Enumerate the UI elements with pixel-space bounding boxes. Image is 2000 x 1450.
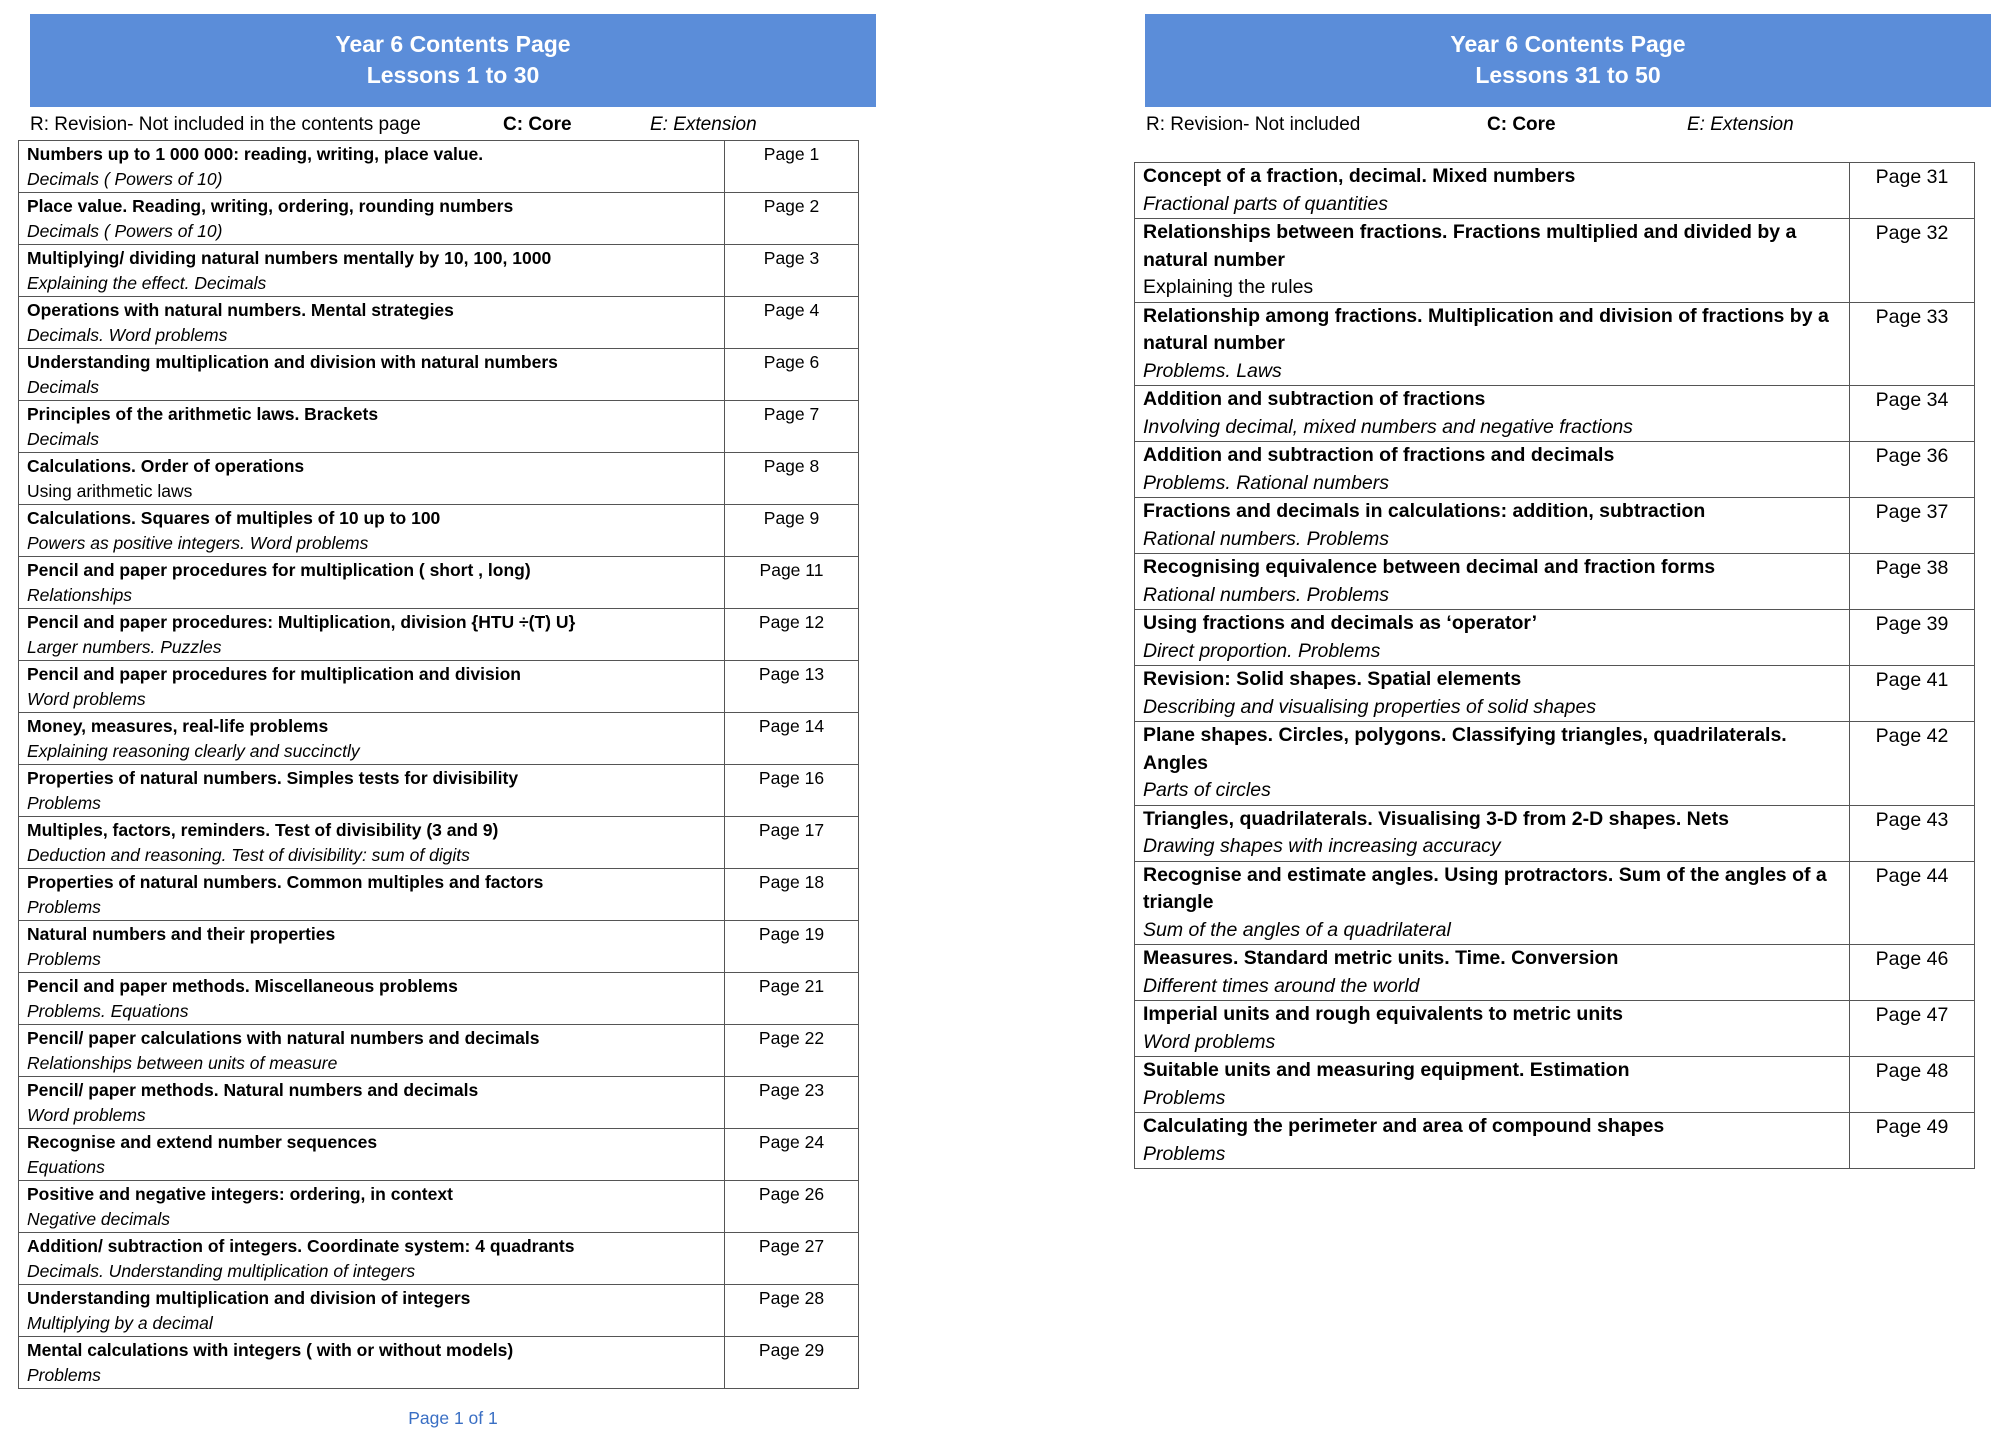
table-row [19,245,859,297]
lesson-title: Properties of natural numbers. Simples tests for divisibility [27,768,519,788]
lesson-title: Recognising equivalence between decimal and fraction forms [1143,556,1716,578]
lesson-topic-cell [1135,386,1850,442]
page-number: Page 27 [725,1233,859,1285]
table-row [19,661,859,713]
lesson-title: Properties of natural numbers. Common multiples and factors [27,872,544,892]
table-row [1135,666,1975,722]
page-number: Page 19 [725,921,859,973]
table-row [19,1181,859,1233]
lesson-topic-cell [1135,1113,1850,1169]
table-row [1135,610,1975,666]
table-row [19,817,859,869]
page-number: Page 32 [1850,219,1975,303]
lesson-subtitle: Involving decimal, mixed numbers and negative fractions [1143,415,1633,438]
lesson-topic-cell [19,765,725,817]
page-number: Page 18 [725,869,859,921]
lesson-title: Principles of the arithmetic laws. Brackets [27,404,379,424]
lesson-subtitle: Word problems [1143,1030,1276,1053]
page-number: Page 12 [725,609,859,661]
lesson-title: Pencil and paper procedures for multiplication ( short , long) [27,560,531,580]
page-banner [1145,14,1991,107]
page-number: Page 41 [1850,666,1975,722]
page-number: Page 43 [1850,805,1975,861]
lesson-topic-cell [19,1181,725,1233]
lesson-subtitle: Decimals. Understanding multiplication of integers [27,1261,416,1281]
legend [30,110,876,140]
table-row [1135,722,1975,806]
page-number: Page 11 [725,557,859,609]
lesson-topic-cell [19,921,725,973]
page-number: Page 49 [1850,1113,1975,1169]
lesson-subtitle: Explaining reasoning clearly and succinctly [27,741,360,761]
table-row [19,557,859,609]
lesson-subtitle: Larger numbers. Puzzles [27,637,222,657]
table-row [19,1337,859,1389]
lesson-title: Natural numbers and their properties [27,924,336,944]
page-number: Page 39 [1850,610,1975,666]
banner-title: Year 6 Contents Page [335,31,571,57]
lesson-title: Recognise and estimate angles. Using protractors. Sum of the angles of a triangle [1143,863,1827,913]
page-number: Page 9 [725,505,859,557]
lesson-subtitle: Problems [27,897,101,917]
lesson-subtitle: Decimals [27,429,99,449]
lesson-topic-cell [19,973,725,1025]
lesson-topic-cell [1135,666,1850,722]
lesson-topic-cell [1135,861,1850,945]
lesson-subtitle: Parts of circles [1143,779,1271,801]
lesson-title: Addition and subtraction of fractions and decimals [1143,444,1615,466]
lesson-subtitle: Relationships [27,585,133,605]
lesson-topic-cell [19,609,725,661]
lesson-title: Pencil and paper procedures: Multiplication, division {HTU ÷(T) U} [27,612,576,632]
table-row [19,869,859,921]
legend-core: C: Core [503,114,572,135]
lesson-title: Pencil/ paper methods. Natural numbers and decimals [27,1080,479,1100]
lesson-title: Relationships between fractions. Fractions multiplied and divided by a natural number [1143,221,1797,271]
banner-subtitle: Lessons 31 to 50 [1475,62,1661,88]
lesson-topic-cell [1135,1001,1850,1057]
legend-revision: R: Revision- Not included [1146,114,1361,135]
page-number: Page 44 [1850,861,1975,945]
page-number: Page 6 [725,349,859,401]
page-number: Page 7 [725,401,859,453]
lesson-subtitle: Problems [27,949,101,969]
lesson-title: Concept of a fraction, decimal. Mixed numbers [1143,165,1576,187]
lesson-topic-cell [1135,805,1850,861]
lesson-topic-cell [1135,163,1850,219]
table-row [19,141,859,193]
lesson-subtitle: Rational numbers. Problems [1143,527,1390,550]
lesson-subtitle: Explaining the rules [1143,276,1314,298]
lesson-topic-cell [1135,302,1850,386]
lesson-topic-cell [19,1285,725,1337]
lesson-subtitle: Decimals [27,377,99,397]
page-number: Page 21 [725,973,859,1025]
lesson-subtitle: Fractional parts of quantities [1143,192,1388,215]
lesson-topic-cell [19,557,725,609]
lesson-title: Recognise and extend number sequences [27,1132,378,1152]
legend [1146,110,1980,140]
table-row [19,973,859,1025]
lesson-topic-cell [1135,498,1850,554]
lesson-subtitle: Direct proportion. Problems [1143,639,1381,662]
lesson-title: Calculations. Order of operations [27,456,305,476]
lesson-title: Operations with natural numbers. Mental strategies [27,300,454,320]
page-number: Page 22 [725,1025,859,1077]
table-row [19,921,859,973]
lesson-title: Money, measures, real-life problems [27,716,329,736]
lesson-title: Imperial units and rough equivalents to metric units [1143,1003,1623,1025]
table-row [1135,554,1975,610]
table-row [1135,1057,1975,1113]
lesson-subtitle: Powers as positive integers. Word problems [27,533,369,553]
lesson-topic-cell [19,1025,725,1077]
page-number: Page 3 [725,245,859,297]
table-row [19,609,859,661]
page-number: Page 1 [725,141,859,193]
page-number: Page 46 [1850,945,1975,1001]
lesson-topic-cell [1135,554,1850,610]
page-number: Page 33 [1850,302,1975,386]
page-number: Page 4 [725,297,859,349]
table-row [1135,1113,1975,1169]
lesson-title: Calculating the perimeter and area of compound shapes [1143,1115,1665,1137]
table-row [1135,498,1975,554]
lesson-topic-cell [19,1233,725,1285]
lesson-topic-cell [19,1337,725,1389]
page-number: Page 31 [1850,163,1975,219]
page-number: Page 24 [725,1129,859,1181]
lesson-title: Multiples, factors, reminders. Test of divisibility (3 and 9) [27,820,499,840]
page-footer: Page 1 of 1 [408,1408,498,1428]
legend-extension: E: Extension [1687,114,1794,135]
lesson-topic-cell [1135,442,1850,498]
legend-extension: E: Extension [650,114,757,135]
table-row [1135,861,1975,945]
page-number: Page 37 [1850,498,1975,554]
lesson-subtitle: Problems [27,1365,101,1385]
lesson-subtitle: Decimals ( Powers of 10) [27,169,223,189]
lesson-title: Positive and negative integers: ordering, in context [27,1184,453,1204]
lesson-topic-cell [1135,1057,1850,1113]
table-row [1135,945,1975,1001]
lesson-subtitle: Describing and visualising properties of solid shapes [1143,695,1597,718]
contents-page-right [1134,14,1980,1169]
lesson-subtitle: Relationships between units of measure [27,1053,338,1073]
lesson-subtitle: Different times around the world [1143,974,1420,997]
lesson-subtitle: Decimals ( Powers of 10) [27,221,223,241]
lesson-subtitle: Drawing shapes with increasing accuracy [1143,835,1501,857]
lesson-title: Addition/ subtraction of integers. Coordinate system: 4 quadrants [27,1236,575,1256]
lesson-title: Pencil and paper procedures for multiplication and division [27,664,521,684]
table-row [19,453,859,505]
lesson-topic-cell [1135,219,1850,303]
table-row [19,1025,859,1077]
lesson-subtitle: Sum of the angles of a quadrilateral [1143,918,1451,941]
page-number: Page 42 [1850,722,1975,806]
contents-table [18,140,859,1389]
page-number: Page 36 [1850,442,1975,498]
lesson-topic-cell [19,505,725,557]
lesson-topic-cell [19,141,725,193]
lesson-subtitle: Problems. Rational numbers [1143,471,1390,494]
page-number: Page 28 [725,1285,859,1337]
lesson-topic-cell [19,1077,725,1129]
page-banner [30,14,876,107]
table-row [19,1233,859,1285]
lesson-subtitle: Using arithmetic laws [27,481,193,501]
lesson-topic-cell [1135,610,1850,666]
table-row [1135,805,1975,861]
page-number: Page 14 [725,713,859,765]
lesson-topic-cell [19,453,725,505]
lesson-subtitle: Deduction and reasoning. Test of divisibility: sum of digits [27,845,470,865]
page-number: Page 8 [725,453,859,505]
table-row [19,193,859,245]
table-row [19,1077,859,1129]
table-row [1135,386,1975,442]
table-row [19,505,859,557]
lesson-title: Relationship among fractions. Multiplication and division of fractions by a natural number [1143,304,1829,354]
lesson-subtitle: Word problems [27,689,146,709]
lesson-title: Calculations. Squares of multiples of 10 up to 100 [27,508,441,528]
lesson-title: Triangles, quadrilaterals. Visualising 3-D from 2-D shapes. Nets [1143,807,1729,830]
page-number: Page 13 [725,661,859,713]
lesson-title: Using fractions and decimals as ‘operator’ [1143,612,1538,634]
legend-core: C: Core [1487,114,1556,135]
lesson-topic-cell [19,869,725,921]
lesson-topic-cell [19,401,725,453]
lesson-subtitle: Explaining the effect. Decimals [27,273,267,293]
lesson-topic-cell [19,349,725,401]
page-number: Page 17 [725,817,859,869]
lesson-subtitle: Problems [1143,1086,1226,1109]
table-row [19,349,859,401]
lesson-subtitle: Problems. Equations [27,1001,189,1021]
lesson-title: Addition and subtraction of fractions [1143,388,1486,410]
lesson-subtitle: Decimals. Word problems [27,325,228,345]
table-row [19,1285,859,1337]
table-row [19,713,859,765]
lesson-topic-cell [1135,722,1850,806]
lesson-subtitle: Problems [27,793,101,813]
page-number: Page 2 [725,193,859,245]
lesson-title: Numbers up to 1 000 000: reading, writing, place value. [27,144,484,164]
lesson-subtitle: Multiplying by a decimal [27,1313,213,1333]
page-number: Page 47 [1850,1001,1975,1057]
banner-title: Year 6 Contents Page [1450,31,1686,57]
lesson-topic-cell [1135,945,1850,1001]
page-number: Page 34 [1850,386,1975,442]
banner-subtitle: Lessons 1 to 30 [366,62,540,88]
lesson-title: Understanding multiplication and division with natural numbers [27,352,558,372]
page-number: Page 38 [1850,554,1975,610]
contents-table [1134,162,1975,1169]
lesson-subtitle: Problems [1143,1142,1226,1165]
lesson-title: Measures. Standard metric units. Time. Conversion [1143,947,1619,969]
lesson-title: Pencil/ paper calculations with natural numbers and decimals [27,1028,540,1048]
lesson-title: Place value. Reading, writing, ordering, rounding numbers [27,196,514,216]
lesson-topic-cell [19,661,725,713]
table-row [1135,219,1975,303]
lesson-topic-cell [19,193,725,245]
table-row [1135,302,1975,386]
lesson-title: Suitable units and measuring equipment. Estimation [1143,1059,1630,1081]
lesson-title: Revision: Solid shapes. Spatial elements [1143,668,1522,690]
lesson-topic-cell [19,1129,725,1181]
table-row [1135,163,1975,219]
lesson-subtitle: Problems. Laws [1143,359,1282,382]
legend-revision: R: Revision- Not included in the contents page [30,114,421,135]
table-row [1135,1001,1975,1057]
lesson-title: Plane shapes. Circles, polygons. Classifying triangles, quadrilaterals. Angles [1143,724,1787,774]
lesson-title: Pencil and paper methods. Miscellaneous problems [27,976,458,996]
lesson-subtitle: Rational numbers. Problems [1143,583,1390,606]
lesson-topic-cell [19,713,725,765]
lesson-subtitle: Equations [27,1157,105,1177]
lesson-title: Mental calculations with integers ( with or without models) [27,1340,514,1360]
lesson-topic-cell [19,817,725,869]
table-row [19,765,859,817]
table-row [19,297,859,349]
page-number: Page 16 [725,765,859,817]
page-number: Page 23 [725,1077,859,1129]
lesson-topic-cell [19,245,725,297]
page-number: Page 29 [725,1337,859,1389]
lesson-title: Understanding multiplication and division of integers [27,1288,471,1308]
lesson-title: Multiplying/ dividing natural numbers mentally by 10, 100, 1000 [27,248,552,268]
lesson-subtitle: Negative decimals [27,1209,170,1229]
page-number: Page 26 [725,1181,859,1233]
table-row [1135,442,1975,498]
lesson-topic-cell [19,297,725,349]
contents-page-left [18,14,876,1389]
table-row [19,1129,859,1181]
table-row [19,401,859,453]
lesson-title: Fractions and decimals in calculations: addition, subtraction [1143,500,1706,522]
lesson-subtitle: Word problems [27,1105,146,1125]
page-number: Page 48 [1850,1057,1975,1113]
